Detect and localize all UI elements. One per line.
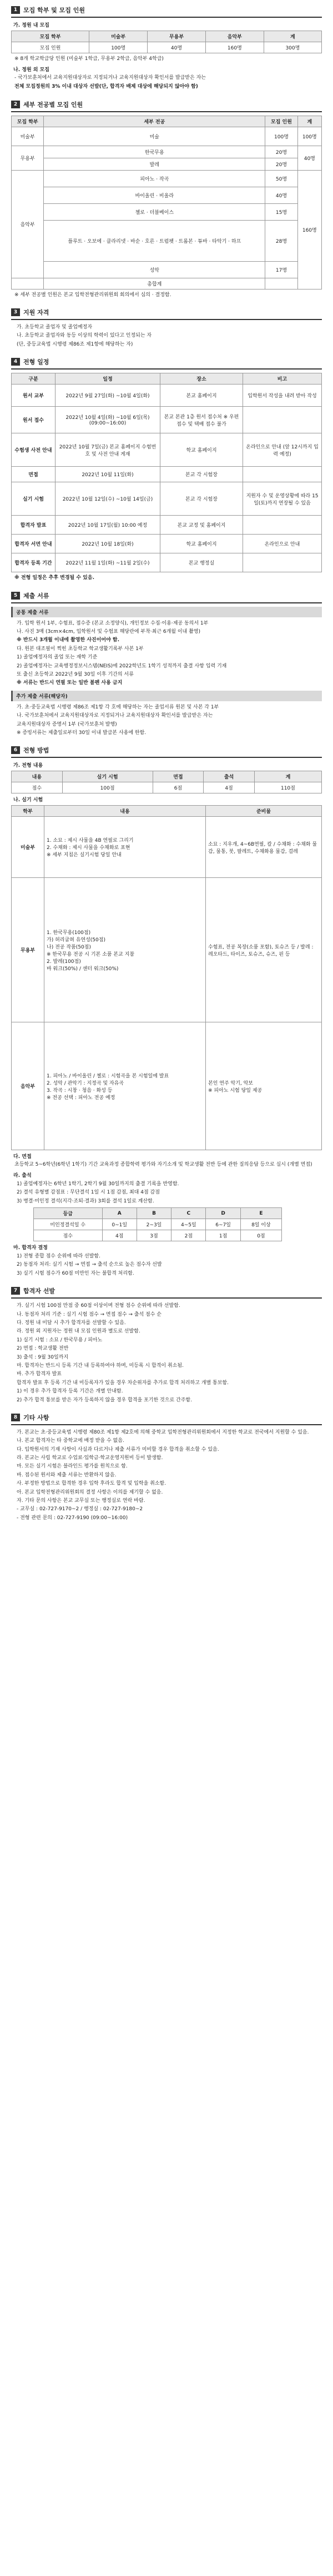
td: 2022년 10월 18일(화) xyxy=(56,535,160,553)
td: 본교 본관 1층 원서 접수처 ※ 우편접수 및 택배 접수 불가 xyxy=(160,407,243,433)
list-item: 2) 결석 유형별 감점표 : 무단결석 1일 시 1점 감점, 최대 4점 감점 xyxy=(17,1190,160,1196)
section-5 xyxy=(11,591,322,737)
section-title: 전형 일정 xyxy=(23,358,49,366)
list-item: 가. 초등학교 졸업자 및 졸업예정자 xyxy=(17,325,93,330)
td: 100명 xyxy=(265,127,297,146)
td: 학교 홈페이지 xyxy=(160,433,243,467)
td: 합격자 등록 기간 xyxy=(12,553,56,572)
section-header xyxy=(11,746,322,758)
td: 17명 xyxy=(265,261,297,278)
td: 0~1일 xyxy=(102,1219,137,1230)
list-item: 나. 동점자 처리 기준 : 실기 시험 점수 → 면접 점수 → 출석 점수 순 xyxy=(17,1311,162,1317)
td: 110점 xyxy=(254,782,321,793)
section-2 xyxy=(11,100,322,299)
td: 성악 xyxy=(44,261,265,278)
list-item: 다. 입학원서의 기재 사항이 사실과 다르거나 제출 서류가 미비할 경우 합격을 취소할 수 있음. xyxy=(17,1446,219,1452)
td: 2022년 10월 12일(수) ~10월 14일(금) xyxy=(56,482,160,516)
td: 2022년 10월 7일(금) 본교 홈페이지 수험번호 및 사전 안내 게재 xyxy=(56,433,160,467)
section-number: 8 xyxy=(11,1414,20,1421)
list-item: 라. 본교는 사립 학교로 수업료·입학금·학교운영지원비 등이 발생함. xyxy=(17,1455,163,1461)
th: 세부 전공 xyxy=(44,116,265,127)
th: 내용 xyxy=(44,806,206,817)
td: 2~3일 xyxy=(137,1219,171,1230)
list-item: 나. 국가보훈처에서 교육지원대상자로 지정되거나 교육지원대상자 확인서를 발급받은 자는 xyxy=(17,713,213,719)
td xyxy=(265,278,297,289)
section-number: 7 xyxy=(11,1287,20,1295)
td: 6점 xyxy=(153,782,204,793)
list-item: 3) 실기 시험 점수가 60점 미만인 자는 불합격 처리함. xyxy=(17,1270,134,1276)
th: 일정 xyxy=(56,373,160,385)
td: 점수 xyxy=(12,782,63,793)
th: D xyxy=(206,1208,240,1219)
section-title: 전형 방법 xyxy=(23,747,49,755)
section-title: 세부 전공별 모집 인원 xyxy=(23,101,83,108)
section-header xyxy=(11,6,322,18)
td xyxy=(243,407,322,433)
subheading: 나. 정원 외 모집 xyxy=(13,67,49,73)
td: 2022년 10월 4일(화) ~10월 6일(목) (09:00~16:00) xyxy=(56,407,160,433)
td: 플루트 · 오보에 · 클라리넷 · 바순 · 호른 · 트럼펫 · 트롬본 · 튜바 · 타악기 · 하프 xyxy=(44,220,265,261)
subheading: 다. 면접 xyxy=(13,1154,32,1160)
list-item: 1) 졸업예정자의 졸업 또는 재학 기준 xyxy=(17,655,98,661)
list-item: 교육지원대상자 증명서 1부 (국가보훈처 발행) xyxy=(17,721,117,727)
list-item: 1) 전형 종합 점수 순위에 따라 선발함. xyxy=(17,1254,100,1260)
note: ※ 8개 학교학급당 인원 (미술부 1학급, 무용부 2학급, 음악부 4학급) xyxy=(14,56,164,62)
extra-document-list xyxy=(17,703,322,737)
th: B xyxy=(137,1208,171,1219)
td: 첼로 · 더블베이스 xyxy=(44,203,265,220)
misc-list xyxy=(17,1429,322,1522)
list-item: 2) 면접 : 학교생활 전반 xyxy=(17,1346,69,1352)
list-item: 2) 졸업예정자는 교육행정정보시스템(NEIS)에 2022학년도 1학기 성적까지 출결 사항 입력 기재 xyxy=(17,663,227,669)
td: 발레 xyxy=(44,158,265,170)
list-item: 1) 이 경우 추가 합격자 등록 기간은 개별 안내함. xyxy=(17,1389,123,1395)
td: 20명 xyxy=(265,146,297,158)
td: 모집 인원 xyxy=(12,42,89,53)
section-number: 1 xyxy=(11,6,20,14)
td: 수험표, 전공 복장(소품 포함), 토슈즈 등 / 발레 : 레오타드, 타이즈, 토슈즈, 슈즈, 핀 등 xyxy=(206,878,322,1022)
th: 등급 xyxy=(34,1208,103,1219)
td: 원서 교부 xyxy=(12,385,56,407)
td: 미술부 xyxy=(12,817,44,878)
td: 본교 행정실 xyxy=(160,553,243,572)
td: 15명 xyxy=(265,203,297,220)
td: 100명 xyxy=(297,127,321,146)
th: C xyxy=(171,1208,206,1219)
td: 온라인으로 안내 (앞 12시까지 입력 예정) xyxy=(243,433,322,467)
note: 초등학교 5~6학년(6학년 1학기) 기간 교육과정 종합학력 평가와 자기소개 및 학교생활 전반 등에 관한 질의응답 등으로 실시 (개별 면접) xyxy=(14,1162,312,1168)
td: 음악부 xyxy=(12,170,44,278)
td: 3점 xyxy=(137,1230,171,1241)
td xyxy=(12,278,44,289)
subsection-bar: 공통 제출 서류 xyxy=(11,607,322,617)
section-number: 4 xyxy=(11,358,20,366)
td: 점수 xyxy=(34,1230,103,1241)
td: 100명 xyxy=(89,42,148,53)
td: 2022년 11월 1일(화) ~11월 2일(수) xyxy=(56,553,160,572)
th: 모집 인원 xyxy=(265,116,297,127)
document-list xyxy=(17,620,322,687)
td: 미인정결석일 수 xyxy=(34,1219,103,1230)
td: 총합계 xyxy=(44,278,265,289)
td: 미술 xyxy=(44,127,265,146)
eligibility-list xyxy=(17,323,322,348)
list-item: 합격자 발표 후 등록 기간 내 미등록자가 있을 경우 차순위자를 추가로 합격 처리하고 개별 통보함. xyxy=(17,1380,229,1386)
td: 28명 xyxy=(265,220,297,261)
td: 지원자 수 및 운영상황에 따라 15일(토)까지 연장될 수 있음 xyxy=(243,482,322,516)
td: 바이올린 · 비올라 xyxy=(44,187,265,203)
subsection-bar: 추가 제출 서류(해당자) xyxy=(11,691,322,701)
td: 본인 연주 악기, 악보 ※ 피아노 시험 당일 제공 xyxy=(206,1022,322,1150)
quota-table xyxy=(11,31,322,53)
td xyxy=(243,516,322,535)
list-item: 다. 정원 내 미달 시 추가 합격자를 선발할 수 있음. xyxy=(17,1320,126,1326)
td: 40명 xyxy=(297,146,321,170)
th: 구분 xyxy=(12,373,56,385)
th: 내용 xyxy=(12,771,63,782)
th: 모집 학부 xyxy=(12,31,89,42)
list-item: 나. 사진 3매 (3cm×4cm, 입학원서 및 수험표 해당란에 부착·최근 6개월 이내 촬영) xyxy=(17,629,200,635)
section-header xyxy=(11,1286,322,1299)
section-6 xyxy=(11,746,322,1277)
th: 면접 xyxy=(153,771,204,782)
section-7 xyxy=(11,1286,322,1404)
section-header xyxy=(11,591,322,603)
decision-list xyxy=(17,1252,322,1277)
td: 입학원서 작성을 내려 받아 작성 xyxy=(243,385,322,407)
td: 학교 홈페이지 xyxy=(160,535,243,553)
list-item: ※ 증빙서류는 제출일로부터 30일 이내 발급본 사용에 한함. xyxy=(17,730,147,736)
section-title: 제출 서류 xyxy=(23,592,49,600)
th: 계 xyxy=(264,31,321,42)
th: 모집 학부 xyxy=(12,116,44,127)
td xyxy=(243,553,322,572)
section-header xyxy=(11,100,322,112)
list-item: 바. 접수된 원서와 제출 서류는 반환하지 않음. xyxy=(17,1472,117,1478)
major-table xyxy=(11,116,322,289)
td: 6~7일 xyxy=(206,1219,240,1230)
list-item: - 전형 관련 문의 : 02-727-9190 (09:00~16:00) xyxy=(17,1515,128,1521)
td: 40명 xyxy=(265,187,297,203)
list-item: 1) 실기 시험 : 소묘 / 한국무용 / 피아노 xyxy=(17,1337,103,1343)
th: 비고 xyxy=(243,373,322,385)
section-number: 3 xyxy=(11,308,20,316)
td: 면접 xyxy=(12,467,56,482)
list-item: 마. 합격자는 반드시 등록 기간 내 등록하여야 하며, 미등록 시 합격이 취소됨. xyxy=(17,1362,184,1369)
list-item: 바. 추가 합격자 발표 xyxy=(17,1371,62,1377)
list-item: 2) 동점자 처리: 실기 시험 → 면접 → 출석 순으로 높은 점수자 선발 xyxy=(17,1262,162,1268)
list-item: 라. 정원 외 지원자는 정원 내 모집 인원과 별도로 선발함. xyxy=(17,1329,140,1335)
td: 40명 xyxy=(148,42,206,53)
td xyxy=(243,467,322,482)
section-title: 기타 사항 xyxy=(23,1414,49,1421)
list-item: ※ 반드시 3개월 이내에 촬영한 사진이어야 함. xyxy=(17,637,120,643)
td: 8일 이상 xyxy=(240,1219,281,1230)
note: ※ 세부 전공별 인원은 본교 입학전형관리위원회 회의에서 심의 · 결정함. xyxy=(14,292,171,298)
th: 실기 시험 xyxy=(62,771,153,782)
section-1 xyxy=(11,6,322,91)
section-title: 지원 자격 xyxy=(23,309,49,316)
td: 소묘 : 지우개, 4~6B연필, 칼 / 수채화 : 수채화 물감, 물통, 붓, 팔레트, 수채화용 물감, 걸레 xyxy=(206,817,322,878)
list-item: 가. 실기 시험 100점 만점 중 60점 이상이며 전형 점수 순위에 따라 선발함. xyxy=(17,1303,180,1309)
list-item: 사. 부정한 방법으로 합격한 경우 입학 후라도 합격 및 입학을 취소함. xyxy=(17,1481,167,1487)
td: 수험생 사전 안내 xyxy=(12,433,56,467)
subheading: 라. 출석 xyxy=(13,1172,32,1179)
selection-list xyxy=(17,1302,322,1404)
th: E xyxy=(240,1208,281,1219)
list-item: 다. 원본 대조필이 찍힌 초등학교 학교생활기록부 사본 1부 xyxy=(17,646,144,652)
th: 계 xyxy=(254,771,321,782)
section-3 xyxy=(11,308,322,348)
td: 160명 xyxy=(297,170,321,289)
section-number: 6 xyxy=(11,746,20,754)
td: 합격자 서면 안내 xyxy=(12,535,56,553)
th: 계 xyxy=(297,116,321,127)
list-item: 마. 모든 실기 시험은 블라인드 평가를 원칙으로 함. xyxy=(17,1464,128,1470)
td: 4점 xyxy=(204,782,255,793)
td: 무용부 xyxy=(12,146,44,170)
note: ※ 전형 일정은 추후 변경될 수 있음. xyxy=(14,575,94,581)
td: 20명 xyxy=(265,158,297,170)
td: 한국무용 xyxy=(44,146,265,158)
td: 실기 시험 xyxy=(12,482,56,516)
td: 2022년 10월 11일(화) xyxy=(56,467,160,482)
subheading: 나. 실기 시험 xyxy=(13,797,43,803)
th: 출석 xyxy=(204,771,255,782)
list-item: 나. 초등학교 졸업자와 동등 이상의 학력이 있다고 인정되는 자 xyxy=(17,333,152,339)
th: A xyxy=(102,1208,137,1219)
attendance-table xyxy=(33,1207,282,1241)
subheading: 가. 정원 내 모집 xyxy=(13,23,49,28)
section-4 xyxy=(11,357,322,582)
section-header xyxy=(11,357,322,370)
note: - 국가보훈처에서 교육지원대상자로 지정되거나 교육지원대상자 확인서를 발급받은 자는 xyxy=(14,74,206,81)
th: 준비물 xyxy=(206,806,322,817)
td: 2점 xyxy=(171,1230,206,1241)
td: 1. 한국무용(100점) 가) 허리굽혀 유연성(50점) 나) 전공 작품(50점) ※ 한국무용 전공 시 기본 소품 본교 지참 2. 발레(100점) 바 워크(50%) / 센터 워크(50%) xyxy=(44,878,206,1022)
td: 50명 xyxy=(265,170,297,187)
td: 300명 xyxy=(264,42,321,53)
list-item: ※ 서류는 반드시 연필 또는 일반 볼펜 사용 금지 xyxy=(17,680,123,686)
td: 160명 xyxy=(205,42,264,53)
td: 1. 피아노 / 바이올린 / 첼로 : 시험곡을 본 시험일에 발표 2. 성악 / 관악기 : 지정곡 및 자유곡 3. 작곡 : 시창 · 청음 · 화성 등 ※ 전공 선택 : 피아노 전공 예정 xyxy=(44,1022,206,1150)
td: 1. 소묘 : 제시 사물을 4B 연필로 그리기 2. 수채화 : 제시 사물을 수채화로 표현 ※ 세부 지침은 실기시험 당일 안내 xyxy=(44,817,206,878)
th: 음악부 xyxy=(205,31,264,42)
list-item: 아. 본교 입학전형관리위원회의 결정 사항은 이의를 제기할 수 없음. xyxy=(17,1489,163,1495)
td: 미술부 xyxy=(12,127,44,146)
practical-table xyxy=(11,805,322,1150)
th: 무용부 xyxy=(148,31,206,42)
list-item: 가. 본교는 초·중등교육법 시행령 제80조 제1항 제2호에 의해 중학교 입학전형관리위원회에서 지정한 학교로 전국에서 지원할 수 있음. xyxy=(17,1429,309,1435)
th: 장소 xyxy=(160,373,243,385)
list-item: 3) 병결·미인정 결석(지각·조퇴·결과) 3회를 결석 1일로 계산함. xyxy=(17,1198,154,1204)
section-number: 5 xyxy=(11,592,20,600)
list-item: 2) 추가 합격 통보를 받은 자가 등록하지 않을 경우 합격을 포기한 것으로 간주함. xyxy=(17,1397,192,1403)
section-header xyxy=(11,1413,322,1425)
td: 2022년 9월 27일(화) ~10월 4일(화) xyxy=(56,385,160,407)
subheading: 가. 전형 내용 xyxy=(13,763,43,769)
td: 음악부 xyxy=(12,1022,44,1150)
td: 온라인으로 안내 xyxy=(243,535,322,553)
section-8 xyxy=(11,1413,322,1522)
list-item: 3) 출석 : 9월 30일까지 xyxy=(17,1354,69,1360)
td: 피아노 · 작곡 xyxy=(44,170,265,187)
th: 미술부 xyxy=(89,31,148,42)
list-item: 나. 본교 합격자는 타 중학교에 배정 받을 수 없음. xyxy=(17,1438,124,1444)
list-item: 1) 졸업예정자는 6학년 1학기, 2학기 9월 30일까지의 출결 기록을 반영함. xyxy=(17,1181,179,1187)
td: 4~5일 xyxy=(171,1219,206,1230)
schedule-table xyxy=(11,373,322,572)
td: 0점 xyxy=(240,1230,281,1241)
td: 1점 xyxy=(206,1230,240,1241)
td: 원서 접수 xyxy=(12,407,56,433)
score-table xyxy=(11,771,322,793)
td: 본교 교정 및 홈페이지 xyxy=(160,516,243,535)
subheading: 마. 합격자 결정 xyxy=(13,1245,48,1251)
note: 전체 모집정원의 3% 이내 대상자 선발(단, 합격자 배제 대상에 해당되지 않아야 함) xyxy=(14,84,198,89)
td: 무용부 xyxy=(12,878,44,1022)
list-item: 가. 초·중등교육법 시행령 제86조 제1항 각 호에 해당하는 자는 졸업서류 원본 및 사본 각 1부 xyxy=(17,704,219,710)
page xyxy=(11,0,322,1522)
section-title: 모집 학부 및 모집 인원 xyxy=(23,7,85,14)
td: 본교 홈페이지 xyxy=(160,385,243,407)
td: 100점 xyxy=(62,782,153,793)
section-header xyxy=(11,308,322,320)
section-title: 합격자 선발 xyxy=(23,1287,55,1295)
list-item: 자. 기타 문의 사항은 본교 교무실 또는 행정실로 연락 바람. xyxy=(17,1498,145,1504)
list-item: (단, 중등교육법 시행령 제86조 제1항에 해당하는 자) xyxy=(17,341,133,347)
section-number: 2 xyxy=(11,101,20,108)
td: 본교 각 시험장 xyxy=(160,467,243,482)
td: 2022년 10월 17일(월) 10:00 예정 xyxy=(56,516,160,535)
list-item: 가. 입학 원서 1부, 수험표, 접수증 (본교 소정양식), 개인정보 수집·이용·제공 동의서 1부 xyxy=(17,620,209,626)
td: 합격자 발표 xyxy=(12,516,56,535)
th: 학부 xyxy=(12,806,44,817)
attendance-list xyxy=(17,1180,322,1205)
td: 본교 각 시험장 xyxy=(160,482,243,516)
list-item: 또 출신 초등학교 2022년 9월 30일 이후 기간의 서류 xyxy=(17,672,134,678)
list-item: - 교무실 : 02-727-9170~2 / 행정실 : 02-727-9180~2 xyxy=(17,1506,143,1512)
td: 4점 xyxy=(102,1230,137,1241)
